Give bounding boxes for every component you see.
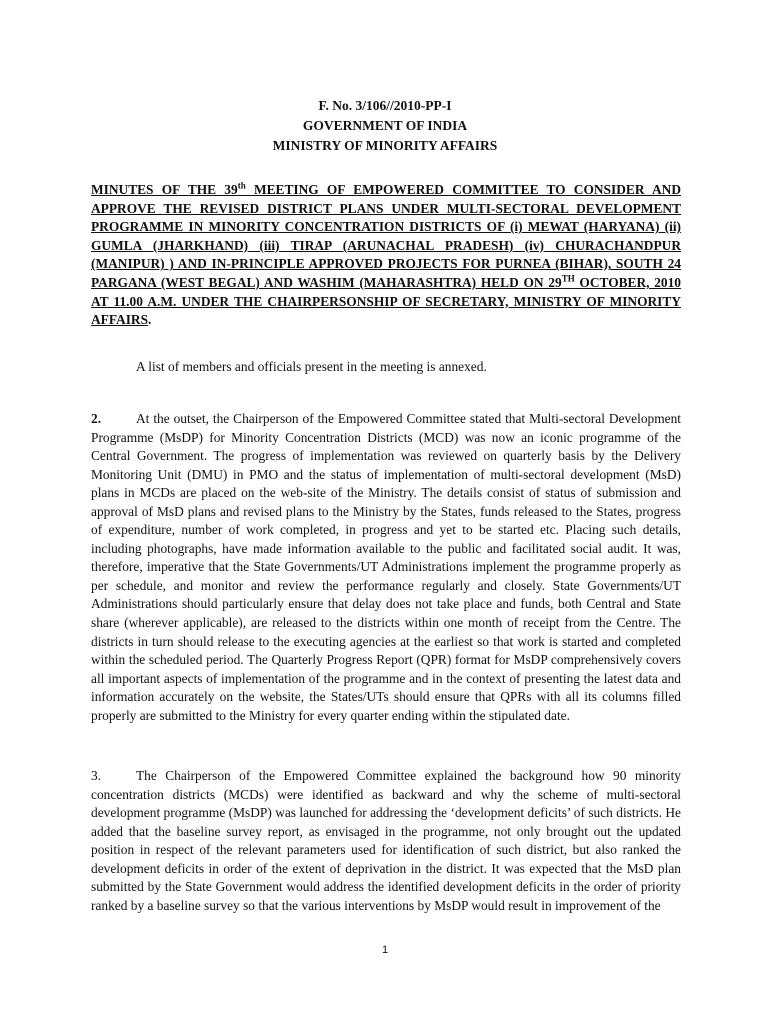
paragraph-text: At the outset, the Chairperson of the Empowered Committee stated that Multi-sectoral Development Programme (MsDP) for Minority Concentration Districts (MCD) was now an iconic programme of the Central Government. The progress of implementation was reviewed on quarterly basis by the Delivery Monitoring Unit (DMU) in PMO and the status of implementation of multi-sectoral development (MsD) plans in MCDs are placed on the web-site of the Ministry. The details consist of status of submission and approval of MsD plans and revised plans to the Ministry by the States, funds released to the States, progress of expenditure, number of work completed, in progress and yet to be started etc. Placing such details, including photographs, have made information available to the public and facilitated social audit. It was, therefore, imperative that the State Governments/UT Administrations implement the programme properly as per schedule, and monitor and review the performance regularly and closely. State Governments/UT Administrations should particularly ensure that delay does not take place and funds, both Central and State share (wherever applicable), are released to the districts within one month of receipt from the Centre. The districts in turn should release to the executing agencies at the earliest so that work is started and completed within the scheduled period. The Quarterly Progress Report (QPR) format for MsDP comprehensively covers all important aspects of implementation of the programme and in the context of presenting the latest data and information accurately on the website, the States/UTs should ensure that QPRs with all its columns filled properly are submitted to the Ministry for every quarter ending within the stipulated date. xyxy=(91,411,681,723)
government-heading: GOVERNMENT OF INDIA xyxy=(302,118,468,133)
paragraph-number: 2. xyxy=(91,411,102,426)
paragraph-number: 3. xyxy=(91,768,102,783)
ministry-heading: MINISTRY OF MINORITY AFFAIRS xyxy=(272,138,498,153)
title-part-3: OCTOBER, 2010 AT 11.00 A.M. UNDER THE CHAIRPERSONSHIP OF SECRETARY, MINISTRY OF MINORITY AFFAIRS xyxy=(91,274,681,328)
paragraph-3 xyxy=(91,767,681,915)
title-part-1: MINUTES OF THE 39 xyxy=(91,182,238,197)
minutes-title xyxy=(91,181,681,330)
page-number: 1 xyxy=(381,944,389,956)
title-superscript-2: TH xyxy=(561,273,575,284)
title-part-2: MEETING OF EMPOWERED COMMITTEE TO CONSIDER AND APPROVE THE REVISED DISTRICT PLANS UNDER MULTI-SECTORAL DEVELOPMENT PROGRAMME IN MINORITY CONCENTRATION DISTRICTS OF (i) MEWAT (HARYANA) (ii) GUMLA (JHARKHAND) (iii) TIRAP (ARUNACHAL PRADESH) (iv) CHURACHANDPUR (MANIPUR) ) AND IN-PRINCIPLE APPROVED PROJECTS FOR PURNEA (BIHAR), SOUTH 24 PARGANA (WEST BEGAL) AND WASHIM (MAHARASHTRA) HELD ON 29 xyxy=(91,182,681,290)
paragraph-2 xyxy=(91,410,681,725)
intro-paragraph: A list of members and officials present in the meeting is annexed. xyxy=(136,359,487,374)
title-superscript-1: th xyxy=(237,180,246,191)
paragraph-text: The Chairperson of the Empowered Committee explained the background how 90 minority concentration districts (MCDs) were identified as backward and why the scheme of multi-sectoral development programme (MsDP) was launched for addressing the ‘development deficits’ of such districts. He added that the baseline survey report, as envisaged in the programme, not only brought out the updated position in respect of the relevant parameters used for identification of such district, but also ranked the development deficits in order of the extent of deprivation in the district. It was expected that the MsD plan submitted by the State Government would address the identified development deficits in the order of priority ranked by a baseline survey so that the various interventions by MsDP would result in improvement of the xyxy=(91,768,681,913)
file-number: F. No. 3/106//2010-PP-I xyxy=(318,98,452,113)
title-end: . xyxy=(148,312,152,328)
document-header xyxy=(0,96,770,156)
